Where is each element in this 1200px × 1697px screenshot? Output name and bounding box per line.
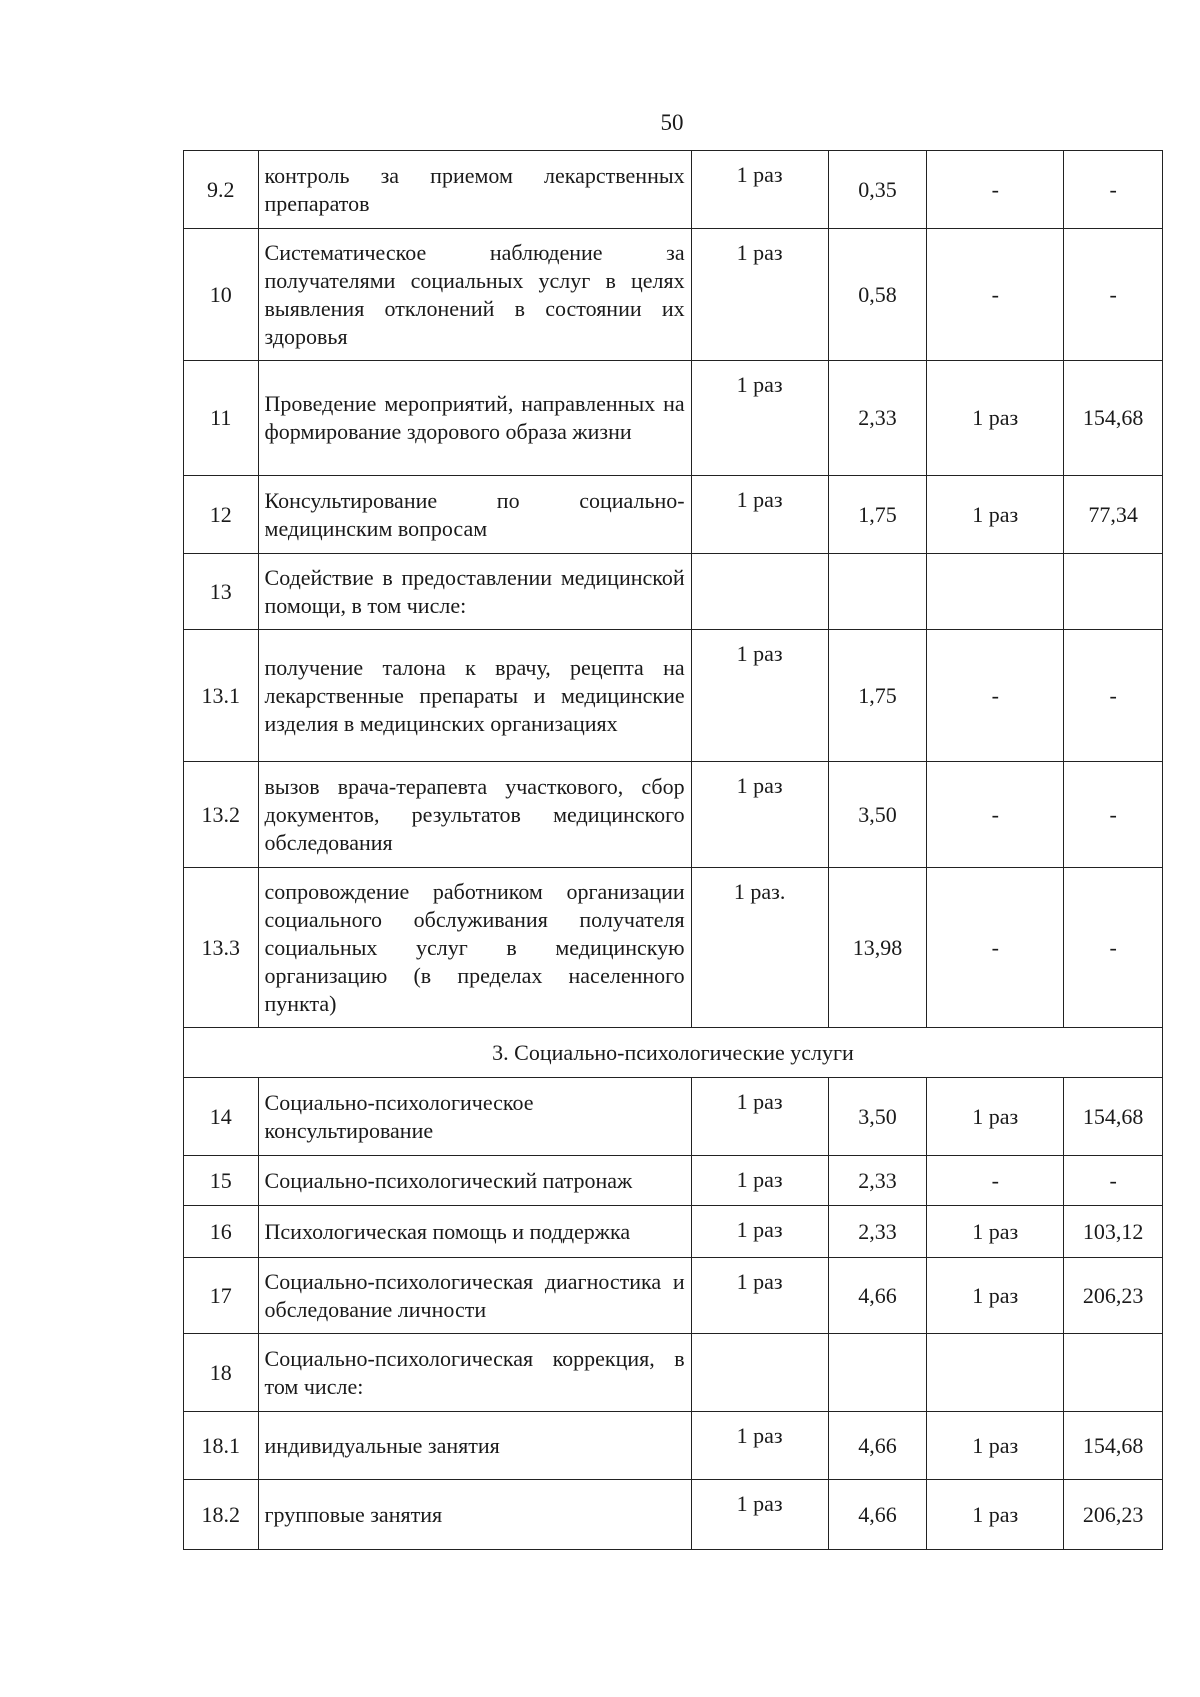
row-number: 18 bbox=[184, 1334, 259, 1412]
table-row bbox=[184, 1412, 1163, 1480]
frequency-2: - bbox=[927, 229, 1064, 361]
section-title: 3. Социально-психологические услуги bbox=[184, 1028, 1163, 1078]
tariff-value-2: 154,68 bbox=[1064, 1412, 1163, 1480]
frequency: 1 раз bbox=[691, 151, 828, 229]
table-row bbox=[184, 868, 1163, 1028]
tariff-value-2 bbox=[1064, 1334, 1163, 1412]
tariff-value: 3,50 bbox=[828, 762, 927, 868]
row-number: 11 bbox=[184, 361, 259, 476]
table-row bbox=[184, 554, 1163, 630]
frequency: 1 раз bbox=[691, 762, 828, 868]
page-number: 50 bbox=[660, 110, 684, 135]
frequency: 1 раз. bbox=[691, 868, 828, 1028]
service-name: контроль за приемом лекарственных препаратов bbox=[258, 151, 691, 229]
tariff-value: 0,35 bbox=[828, 151, 927, 229]
tariff-value: 4,66 bbox=[828, 1258, 927, 1334]
row-number: 13.2 bbox=[184, 762, 259, 868]
tariff-value-2: 206,23 bbox=[1064, 1480, 1163, 1550]
frequency-2: 1 раз bbox=[927, 476, 1064, 554]
tariff-value: 2,33 bbox=[828, 1156, 927, 1206]
tariff-value-2: - bbox=[1064, 868, 1163, 1028]
frequency: 1 раз bbox=[691, 1156, 828, 1206]
service-name: получение талона к врачу, рецепта на лекарственные препараты и медицинские изделия в медицинских организациях bbox=[258, 630, 691, 762]
service-name: Психологическая помощь и поддержка bbox=[258, 1206, 691, 1258]
tariff-value-2: 77,34 bbox=[1064, 476, 1163, 554]
service-name: Социально-психологическая коррекция, в том числе: bbox=[258, 1334, 691, 1412]
row-number: 15 bbox=[184, 1156, 259, 1206]
table-row bbox=[184, 630, 1163, 762]
frequency: 1 раз bbox=[691, 1258, 828, 1334]
frequency-2: - bbox=[927, 151, 1064, 229]
tariff-value: 13,98 bbox=[828, 868, 927, 1028]
table-row bbox=[184, 1156, 1163, 1206]
row-number: 9.2 bbox=[184, 151, 259, 229]
table-row bbox=[184, 1078, 1163, 1156]
tariff-value: 2,33 bbox=[828, 1206, 927, 1258]
tariff-value: 1,75 bbox=[828, 476, 927, 554]
frequency: 1 раз bbox=[691, 630, 828, 762]
frequency bbox=[691, 554, 828, 630]
table-row bbox=[184, 151, 1163, 229]
frequency: 1 раз bbox=[691, 1078, 828, 1156]
tariff-value-2: - bbox=[1064, 762, 1163, 868]
frequency: 1 раз bbox=[691, 1480, 828, 1550]
service-name: Проведение мероприятий, направленных на формирование здорового образа жизни bbox=[258, 361, 691, 476]
tariff-value-2: - bbox=[1064, 630, 1163, 762]
row-number: 13.1 bbox=[184, 630, 259, 762]
frequency-2 bbox=[927, 554, 1064, 630]
table-row bbox=[184, 1334, 1163, 1412]
tariff-value-2 bbox=[1064, 554, 1163, 630]
tariff-value: 0,58 bbox=[828, 229, 927, 361]
frequency-2: - bbox=[927, 868, 1064, 1028]
tariff-value bbox=[828, 1334, 927, 1412]
service-name: индивидуальные занятия bbox=[258, 1412, 691, 1480]
frequency: 1 раз bbox=[691, 476, 828, 554]
service-name: сопровождение работником организации социального обслуживания получателя социальных услуг в медицинскую организацию (в пределах населенного пункта) bbox=[258, 868, 691, 1028]
table-row bbox=[184, 361, 1163, 476]
frequency-2: - bbox=[927, 1156, 1064, 1206]
tariff-value-2: 103,12 bbox=[1064, 1206, 1163, 1258]
row-number: 16 bbox=[184, 1206, 259, 1258]
tariff-value: 2,33 bbox=[828, 361, 927, 476]
tariff-value: 3,50 bbox=[828, 1078, 927, 1156]
table-row bbox=[184, 1480, 1163, 1550]
row-number: 13 bbox=[184, 554, 259, 630]
row-number: 17 bbox=[184, 1258, 259, 1334]
frequency-2: 1 раз bbox=[927, 1258, 1064, 1334]
tariff-value: 4,66 bbox=[828, 1412, 927, 1480]
row-number: 10 bbox=[184, 229, 259, 361]
tariff-value-2: - bbox=[1064, 151, 1163, 229]
tariff-value-2: - bbox=[1064, 229, 1163, 361]
row-number: 12 bbox=[184, 476, 259, 554]
frequency-2 bbox=[927, 1334, 1064, 1412]
frequency-2: 1 раз bbox=[927, 1412, 1064, 1480]
row-number: 18.2 bbox=[184, 1480, 259, 1550]
table-body bbox=[184, 151, 1163, 1550]
frequency-2: - bbox=[927, 762, 1064, 868]
table-row bbox=[184, 1258, 1163, 1334]
row-number: 13.3 bbox=[184, 868, 259, 1028]
service-name: Социально-психологический патронаж bbox=[258, 1156, 691, 1206]
frequency: 1 раз bbox=[691, 361, 828, 476]
tariff-value: 4,66 bbox=[828, 1480, 927, 1550]
row-number: 14 bbox=[184, 1078, 259, 1156]
tariff-value-2: - bbox=[1064, 1156, 1163, 1206]
table-row bbox=[184, 476, 1163, 554]
service-name: Социально-психологическая диагностика и обследование личности bbox=[258, 1258, 691, 1334]
frequency: 1 раз bbox=[691, 229, 828, 361]
frequency-2: 1 раз bbox=[927, 1078, 1064, 1156]
tariff-value bbox=[828, 554, 927, 630]
tariff-value: 1,75 bbox=[828, 630, 927, 762]
table-row bbox=[184, 229, 1163, 361]
section-header-row bbox=[184, 1028, 1163, 1078]
service-name: Содействие в предоставлении медицинской помощи, в том числе: bbox=[258, 554, 691, 630]
services-tariff-table bbox=[183, 150, 1163, 1550]
tariff-value-2: 154,68 bbox=[1064, 1078, 1163, 1156]
tariff-value-2: 206,23 bbox=[1064, 1258, 1163, 1334]
service-name: Социально-психологическое консультирование bbox=[258, 1078, 691, 1156]
frequency: 1 раз bbox=[691, 1206, 828, 1258]
frequency: 1 раз bbox=[691, 1412, 828, 1480]
row-number: 18.1 bbox=[184, 1412, 259, 1480]
table-row bbox=[184, 1206, 1163, 1258]
service-name: Систематическое наблюдение за получателями социальных услуг в целях выявления отклонений в состоянии их здоровья bbox=[258, 229, 691, 361]
tariff-value-2: 154,68 bbox=[1064, 361, 1163, 476]
frequency-2: - bbox=[927, 630, 1064, 762]
table-row bbox=[184, 762, 1163, 868]
frequency bbox=[691, 1334, 828, 1412]
service-name: вызов врача-терапевта участкового, сбор документов, результатов медицинского обследования bbox=[258, 762, 691, 868]
service-name: Консультирование по социально-медицинским вопросам bbox=[258, 476, 691, 554]
service-name: групповые занятия bbox=[258, 1480, 691, 1550]
frequency-2: 1 раз bbox=[927, 1480, 1064, 1550]
frequency-2: 1 раз bbox=[927, 361, 1064, 476]
frequency-2: 1 раз bbox=[927, 1206, 1064, 1258]
